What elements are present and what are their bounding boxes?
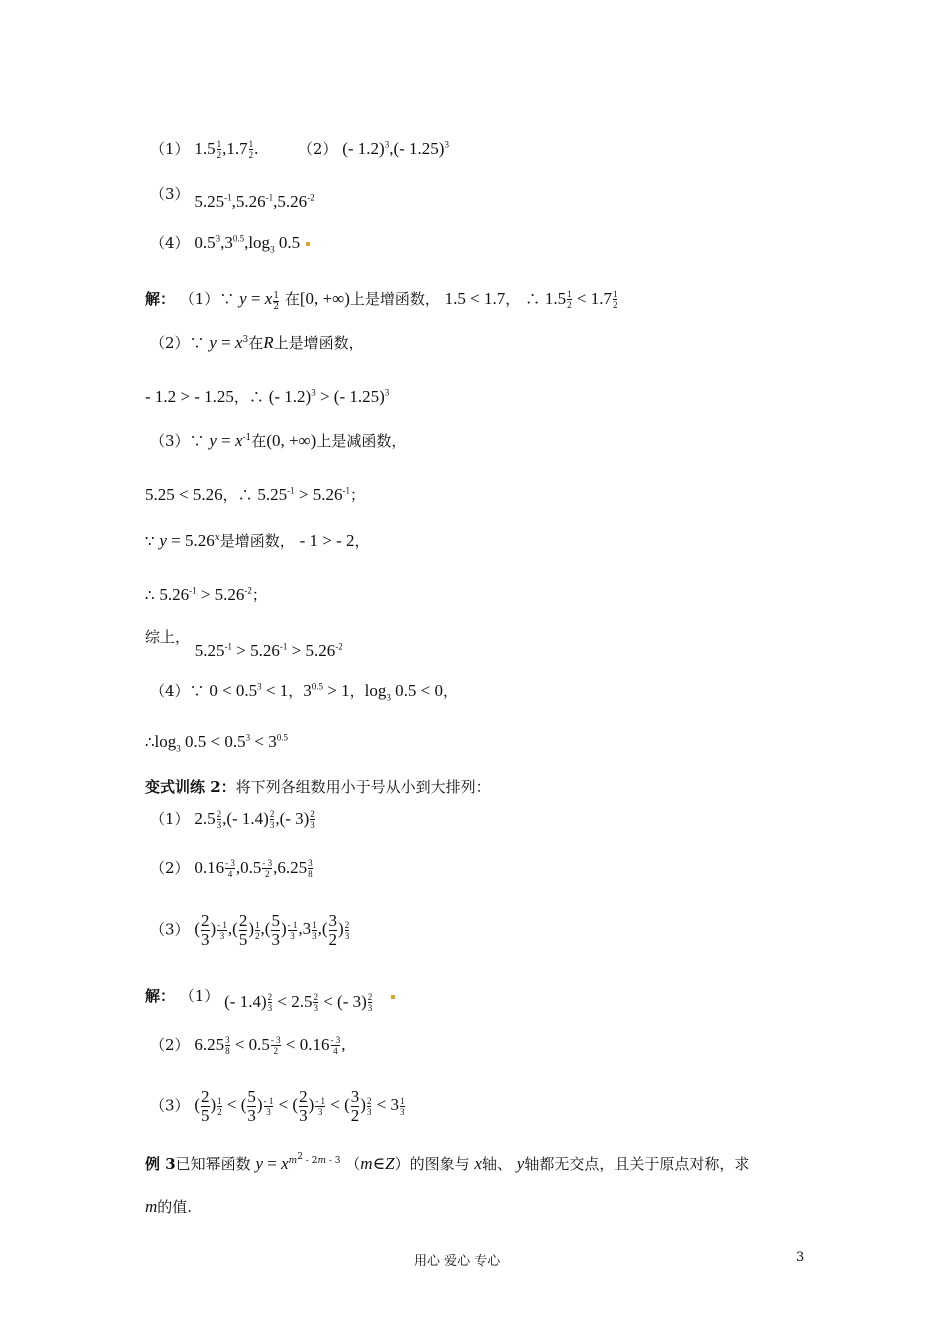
solution-4-line2: $\therefore\log_3$ $0.5 < 0.5^3 < 3^{0.5}$	[145, 732, 288, 754]
expr: 1.5 $\frac{1}{2}$ ,1.7 $\frac{1}{2}$ .	[194, 139, 259, 161]
num: （2）	[150, 859, 190, 877]
solution-4: （4）∵ $0 < 0.5^3 < 1$，$3^{0.5} > 1$，$\log_3 0.5 < 0$，	[150, 681, 458, 703]
expr: (- 1.2)$^3$,(- 1.25)$^3$	[342, 139, 449, 158]
text: 上是增函数，	[349, 290, 440, 308]
solution-3-summary: 综上， $5.25^{-1} > 5.26^{-1} > 5.26^{-2}$	[145, 628, 343, 660]
example-3-line2	[145, 1196, 192, 1217]
solution-3-line3: ∵ $y = 5.26^x$是增函数， - 1 > - 2，	[145, 531, 370, 550]
num: （3）	[150, 1096, 190, 1115]
solution-2-line2: - 1.2 > - 1.25，∴ (- 1.2)$^3$ > (- 1.25)$^3$	[145, 387, 390, 406]
therefore: ∴	[525, 290, 541, 308]
solution-2: （2）∵ $y = x^3$在R上是增函数，	[150, 333, 364, 352]
variant-2: （2） 0.16 $\frac{- 3}{4}$ ,0.5 $\frac{- 3}{2}$ ,6.25 $\frac{3}{8}$	[150, 858, 313, 880]
num: （1）	[150, 140, 190, 158]
in: 在	[248, 334, 264, 352]
variant-heading	[145, 776, 491, 797]
variant-title: 变式训练 2：	[145, 778, 236, 796]
prefix: （3）∵	[150, 432, 205, 450]
mark	[391, 995, 395, 999]
num: （1）	[179, 987, 220, 1005]
set: R	[263, 333, 274, 352]
solution-3-line4: ∴ $5.26^{-1} > 5.26^{-2}$；	[145, 585, 267, 604]
var-m: m	[145, 1197, 158, 1216]
expr: y	[239, 289, 247, 308]
summary-label: 综上，	[145, 628, 191, 646]
num: （4）	[150, 234, 190, 252]
problem-1	[150, 138, 449, 160]
variant-solution-2: （2） 6.25 $\frac{3}{8}$ < 0.5 $\frac{- 3}{2}$ < 0.16 $\frac{- 3}{4}$ ,	[150, 1035, 346, 1057]
solution-3: （3）∵ $y = x^{-1}$在(0, +∞)上是减函数，	[150, 431, 407, 450]
text: 的图象与	[409, 1155, 470, 1173]
text: 轴、	[481, 1155, 512, 1173]
variant-3: （3） ( $\frac{2}{3}$ ) $\frac{- 1}{3}$ ,( $\frac{2}{5}$ ) $\frac{1}{2}$ ,( $\frac{5}{3}$ ) $\frac{- 1}{3}$ ,3 $\frac{1}{3}$ ,( $\frac{3}{2}$ ) $\frac{2}{3}$	[150, 911, 350, 949]
prefix: （1）∵	[179, 290, 235, 308]
mark	[306, 242, 310, 246]
paren: ）	[394, 1155, 410, 1173]
footer-motto: 用心 爱心 专心	[414, 1254, 501, 1269]
variant-desc: 将下列各组数用小于号从小到大排列：	[235, 778, 491, 796]
text: 轴都无交点，且关于原点对称，求	[524, 1155, 750, 1173]
num: （3）	[150, 185, 190, 203]
expr: $5.25^{-1},5.26^{-1},5.26^{-2}$	[194, 192, 315, 211]
example-label: 例 3	[145, 1155, 176, 1173]
interval: (0, +∞)	[266, 431, 317, 450]
text: 上是增函数，	[273, 334, 364, 352]
text: 上是减函数，	[316, 432, 407, 450]
text: 已知幂函数	[175, 1155, 251, 1173]
compare: - 1 > - 2	[299, 531, 355, 550]
compare: - 1.2 > - 1.25	[145, 387, 234, 406]
prefix: （2）∵	[150, 334, 205, 352]
paren: （	[345, 1155, 361, 1173]
expr: $0.5^3,3^{0.5},\log_3$ 0.5	[194, 233, 301, 255]
condition: m∈Z	[360, 1154, 395, 1173]
var-y: y	[516, 1154, 525, 1173]
solution-label: 解：	[145, 987, 176, 1005]
problem-3	[150, 183, 315, 211]
compare: 5.25 < 5.26	[145, 485, 223, 504]
in: 在	[251, 432, 267, 450]
page-number: 3	[796, 1250, 805, 1265]
variant-solution-1: 解： （1） (- 1.4) $\frac{2}{3}$ < 2.5 $\frac{2}{3}$ < (- 3) $\frac{2}{3}$	[145, 985, 395, 1007]
num: （2）	[150, 1036, 190, 1054]
text: 的值.	[157, 1198, 193, 1216]
var-x: x	[474, 1154, 482, 1173]
solution-3-line2: 5.25 < 5.26，∴ $5.25^{-1} > 5.26^{-1}$；	[145, 485, 365, 504]
solution-1: 解： （1）∵ y = x $\frac{1}{2}$ 在[0, +∞)上是增函数， 1.5 < 1.7， ∴ 1.5 $\frac{1}{2}$ < 1.7 $\frac{1}{2}$	[145, 289, 618, 312]
compare: 1.5 < 1.7	[444, 289, 506, 308]
solution-label: 解：	[145, 290, 176, 308]
example-3-line1: 例 3已知幂函数 $y = x^{m^2 - 2m - 3}$ （m∈Z）的图象与 x轴、 y轴都无交点，且关于原点对称，求	[145, 1152, 750, 1173]
prefix: （4）∵	[150, 682, 205, 700]
variant-1: （1） 2.5 $\frac{2}{3}$ ,(- 1.4) $\frac{2}{3}$ ,(- 3) $\frac{2}{3}$	[150, 809, 315, 831]
num: （1）	[150, 810, 190, 828]
num: （2）	[297, 140, 338, 158]
variant-solution-3: （3） ( $\frac{2}{5}$ ) $\frac{1}{2}$ < ( $\frac{5}{3}$ ) $\frac{- 1}{3}$ < ( $\frac{2}{3}$ ) $\frac{- 1}{3}$ < ( $\frac{3}{2}$ ) $\frac{2}{3}$ < 3 $\frac{1}{3}$	[150, 1087, 405, 1125]
num: （3）	[150, 920, 190, 939]
text: 是增函数，	[219, 532, 295, 550]
problem-4	[150, 232, 310, 253]
